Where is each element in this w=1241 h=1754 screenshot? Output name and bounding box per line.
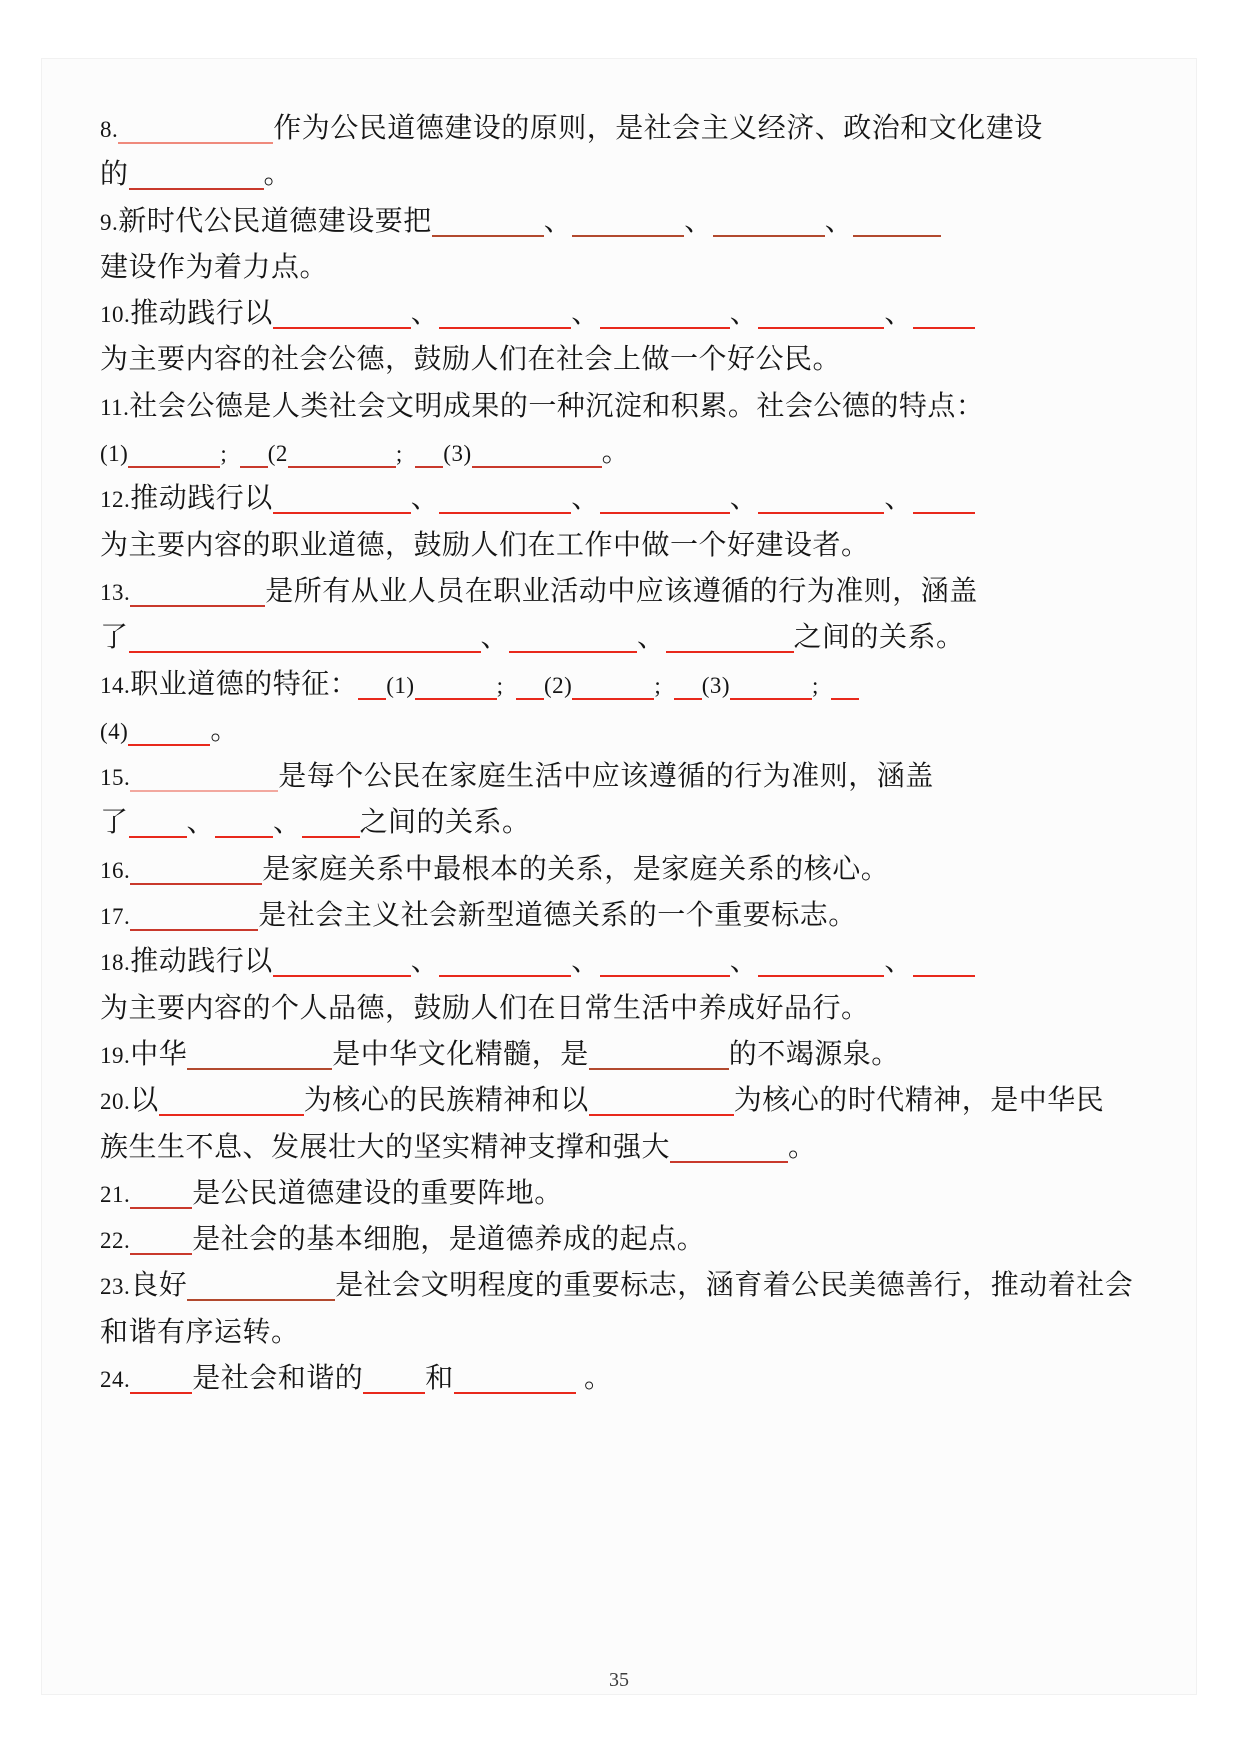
document-line xyxy=(100,799,1160,845)
item-number: 14. xyxy=(100,672,131,698)
line-text: 族生生不息、发展壮大的坚实精神支撑和强大 xyxy=(100,1130,671,1162)
document-line xyxy=(100,614,1160,660)
blank-underline xyxy=(439,975,571,977)
document-line xyxy=(100,290,1160,336)
line-text: 是社会主义社会新型道德关系的一个重要标志。 xyxy=(258,899,857,931)
blank-underline xyxy=(589,1114,734,1116)
item-number: 21. xyxy=(100,1181,131,1207)
line-text: 、 xyxy=(729,297,759,329)
item-number: 17. xyxy=(100,904,131,930)
line-text: 新时代公民道德建设要把 xyxy=(118,204,432,236)
blank-underline xyxy=(240,466,268,468)
line-text: 和谐有序运转。 xyxy=(100,1315,300,1347)
document-line xyxy=(100,707,1160,753)
item-number: (4) xyxy=(100,718,129,744)
line-text: 是所有从业人员在职业活动中应该遵循的行为准则，涵盖 xyxy=(265,574,978,606)
blank-underline xyxy=(288,466,396,468)
blank-underline xyxy=(130,790,278,792)
line-text: 推动践行以 xyxy=(130,482,273,514)
blank-underline xyxy=(439,512,571,514)
blank-underline xyxy=(713,235,825,237)
blank-underline xyxy=(130,1392,192,1394)
blank-underline xyxy=(589,1068,729,1070)
line-text: 推动践行以 xyxy=(130,297,273,329)
line-text: 良好 xyxy=(130,1269,188,1301)
document-line xyxy=(100,336,1160,382)
line-text: 。 xyxy=(210,713,239,745)
document-line xyxy=(100,753,1160,799)
line-text: 、 xyxy=(884,297,913,329)
line-text: 职业道德的特征： xyxy=(130,667,359,699)
blank-underline xyxy=(913,975,975,977)
line-text: 社会公德是人类社会文明成果的一种沉淀和积累。社会公德的特点： xyxy=(129,389,985,421)
line-text: 的不竭源泉。 xyxy=(728,1037,900,1069)
item-number: ; xyxy=(812,672,832,698)
line-text: 为核心的时代精神，是中华民 xyxy=(733,1084,1105,1116)
document-line xyxy=(100,661,1160,707)
line-text: 为主要内容的个人品德，鼓励人们在日常生活中养成好品行。 xyxy=(100,991,870,1023)
blank-underline xyxy=(128,466,220,468)
line-text: 中华 xyxy=(130,1037,188,1069)
blank-underline xyxy=(130,1207,192,1209)
line-text: 、 xyxy=(410,297,440,329)
line-text: 了 xyxy=(100,621,129,653)
line-text: 、 xyxy=(480,621,510,653)
line-text: 。 xyxy=(263,158,293,190)
item-number: 10. xyxy=(100,302,131,328)
line-text: 建设作为着力点。 xyxy=(100,250,329,282)
blank-underline xyxy=(572,698,654,700)
blank-underline xyxy=(159,1114,304,1116)
document-line xyxy=(100,244,1160,290)
document-line xyxy=(100,1031,1160,1077)
blank-underline xyxy=(273,327,411,329)
item-number: 20. xyxy=(100,1089,131,1115)
line-text: 、 xyxy=(684,204,713,236)
line-text: 、 xyxy=(410,945,440,977)
item-number: (3) xyxy=(443,441,472,467)
line-text: 。 xyxy=(788,1130,817,1162)
line-text: 是社会和谐的 xyxy=(192,1362,364,1394)
blank-underline xyxy=(758,975,884,977)
blank-underline xyxy=(674,698,702,700)
line-text: 、 xyxy=(729,945,759,977)
document-lines xyxy=(100,105,1160,1401)
blank-underline xyxy=(758,327,884,329)
blank-underline xyxy=(600,975,730,977)
blank-underline xyxy=(130,929,258,931)
blank-underline xyxy=(600,327,730,329)
item-number: 19. xyxy=(100,1042,131,1068)
document-line xyxy=(100,1170,1160,1216)
line-text: 之间的关系。 xyxy=(793,621,965,653)
blank-underline xyxy=(572,235,684,237)
blank-underline xyxy=(432,235,544,237)
blank-underline xyxy=(130,605,265,607)
blank-underline xyxy=(831,698,859,700)
line-text: 和 xyxy=(425,1362,454,1394)
line-text: 、 xyxy=(637,621,666,653)
item-number: (2 xyxy=(267,441,288,467)
blank-underline xyxy=(129,188,264,190)
item-number: ; xyxy=(654,672,674,698)
blank-underline xyxy=(363,1392,425,1394)
document-line xyxy=(100,198,1160,244)
blank-underline xyxy=(666,651,794,653)
document-line xyxy=(100,1262,1160,1308)
line-text: 、 xyxy=(186,806,216,838)
line-text: 、 xyxy=(729,482,759,514)
item-number: 13. xyxy=(100,579,131,605)
document-line xyxy=(100,1355,1160,1401)
blank-underline xyxy=(273,975,411,977)
item-number: (2) xyxy=(543,672,573,698)
item-number: 24. xyxy=(100,1367,131,1393)
blank-underline xyxy=(130,1253,192,1255)
document-line xyxy=(100,383,1160,429)
blank-underline xyxy=(509,651,637,653)
line-text: 、 xyxy=(571,297,600,329)
blank-underline xyxy=(358,698,386,700)
document-line xyxy=(100,568,1160,614)
blank-underline xyxy=(670,1161,788,1163)
item-number: 12. xyxy=(100,487,131,513)
line-text: 是中华文化精髓，是 xyxy=(332,1037,589,1069)
blank-underline xyxy=(302,836,360,838)
line-text: 的 xyxy=(100,158,129,190)
document-line xyxy=(100,1124,1160,1170)
blank-underline xyxy=(758,512,884,514)
document-line xyxy=(100,475,1160,521)
item-number: 11. xyxy=(100,394,130,420)
line-text: 、 xyxy=(410,482,440,514)
blank-underline xyxy=(853,235,941,237)
blank-underline xyxy=(454,1392,576,1394)
document-line xyxy=(100,1216,1160,1262)
document-line xyxy=(100,892,1160,938)
item-number: (1) xyxy=(100,441,129,467)
blank-underline xyxy=(439,327,571,329)
item-number: (1) xyxy=(386,672,415,698)
item-number: ; xyxy=(220,441,240,467)
item-number: 23. xyxy=(100,1274,131,1300)
document-line xyxy=(100,938,1160,984)
line-text: 。 xyxy=(601,436,631,468)
line-text: 。 xyxy=(575,1362,613,1394)
blank-underline xyxy=(415,698,497,700)
line-text: 、 xyxy=(884,945,913,977)
blank-underline xyxy=(129,836,187,838)
item-number: (3) xyxy=(701,672,731,698)
blank-underline xyxy=(472,466,602,468)
blank-underline xyxy=(600,512,730,514)
document-line xyxy=(100,1077,1160,1123)
line-text: 、 xyxy=(543,204,573,236)
line-text: 之间的关系。 xyxy=(359,806,531,838)
blank-underline xyxy=(730,698,812,700)
item-number: ; xyxy=(395,441,416,467)
line-text: 是社会的基本细胞，是道德养成的起点。 xyxy=(192,1223,706,1255)
blank-underline xyxy=(128,744,210,746)
page-number: 35 xyxy=(609,1669,629,1691)
line-text: 、 xyxy=(884,482,913,514)
blank-underline xyxy=(187,1299,335,1301)
item-number: 16. xyxy=(100,857,131,883)
line-text: 是家庭关系中最根本的关系，是家庭关系的核心。 xyxy=(262,852,890,884)
line-text: 是每个公民在家庭生活中应该遵循的行为准则，涵盖 xyxy=(278,760,934,792)
item-number: 18. xyxy=(100,950,131,976)
document-line xyxy=(100,105,1160,151)
line-text: 了 xyxy=(100,806,129,838)
line-text: 是社会文明程度的重要标志，涵育着公民美德善行，推动着社会 xyxy=(335,1269,1134,1301)
blank-underline xyxy=(129,651,481,653)
item-number: 8. xyxy=(100,117,119,142)
line-text: 是公民道德建设的重要阵地。 xyxy=(192,1176,563,1208)
blank-underline xyxy=(215,836,273,838)
blank-underline xyxy=(516,698,544,700)
blank-underline xyxy=(913,327,975,329)
blank-underline xyxy=(187,1068,332,1070)
line-text: 、 xyxy=(824,204,854,236)
blank-underline xyxy=(415,466,443,468)
line-text: 推动践行以 xyxy=(130,945,273,977)
blank-underline xyxy=(273,512,411,514)
line-text: 为主要内容的社会公德，鼓励人们在社会上做一个好公民。 xyxy=(100,343,842,375)
line-text: 、 xyxy=(273,806,302,838)
line-text: 、 xyxy=(571,945,600,977)
line-text: 以 xyxy=(130,1084,159,1116)
blank-underline xyxy=(118,142,273,144)
line-text: 作为公民道德建设的原则，是社会主义经济、政治和文化建设 xyxy=(273,112,1043,143)
blank-underline xyxy=(130,883,262,885)
document-page xyxy=(41,58,1197,1695)
document-line xyxy=(100,846,1160,892)
document-line xyxy=(100,429,1160,475)
item-number: 15. xyxy=(100,765,131,791)
item-number: 22. xyxy=(100,1228,131,1254)
line-text: 为主要内容的职业道德，鼓励人们在工作中做一个好建设者。 xyxy=(100,528,870,560)
line-text: 、 xyxy=(571,482,600,514)
document-line xyxy=(100,151,1160,197)
item-number: ; xyxy=(496,672,516,698)
line-text: 为核心的民族精神和以 xyxy=(303,1084,589,1116)
document-line xyxy=(100,522,1160,568)
document-line xyxy=(100,1309,1160,1355)
blank-underline xyxy=(913,512,975,514)
item-number: 9. xyxy=(100,209,119,235)
document-line xyxy=(100,985,1160,1031)
